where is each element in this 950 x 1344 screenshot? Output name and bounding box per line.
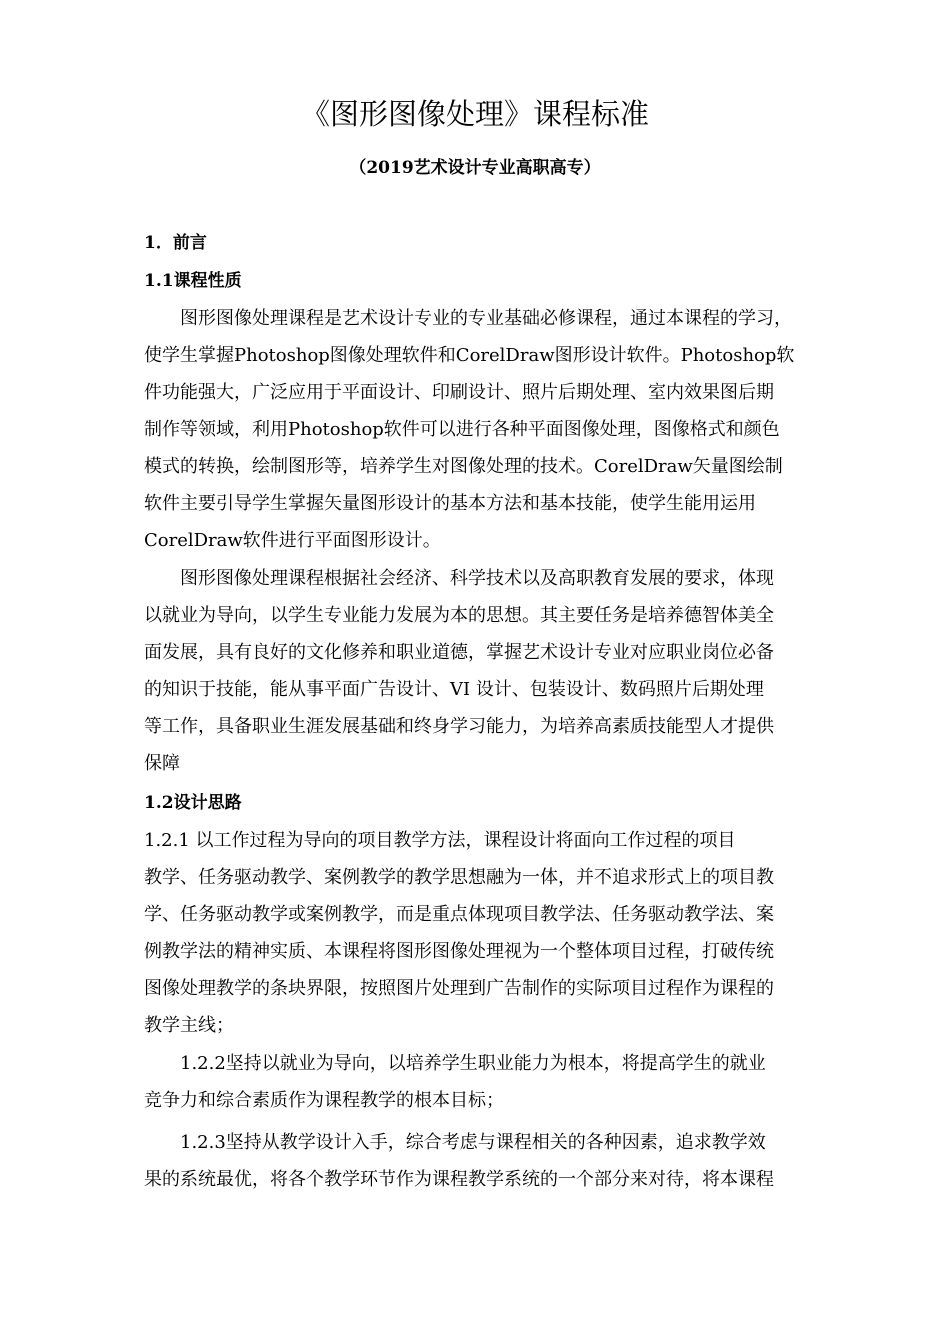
document-title: 《图形图像处理》课程标准 bbox=[300, 97, 649, 131]
text-line: 1.2.3坚持从教学设计入手，综合考虑与课程相关的各种因素，追求教学效 bbox=[144, 1132, 766, 1153]
text-line: 使学生掌握Photoshop图像处理软件和CorelDraw图形设计软件。Photoshop软 bbox=[144, 345, 795, 366]
text-line: 软件主要引导学生掌握矢量图形设计的基本方法和基本技能，使学生能用运用 bbox=[144, 493, 756, 514]
text-line: 教学、任务驱动教学、案例教学的教学思想融为一体，并不追求形式上的项目教 bbox=[144, 867, 774, 888]
paragraph-design-1-2-3 bbox=[144, 1124, 812, 1198]
text-line: 模式的转换，绘制图形等，培养学生对图像处理的技术。CorelDraw矢量图绘制 bbox=[144, 456, 783, 477]
text-line: 制作等领域，利用Photoshop软件可以进行各种平面图像处理，图像格式和颜色 bbox=[144, 419, 780, 440]
text-line: 竞争力和综合素质作为课程教学的根本目标； bbox=[144, 1090, 504, 1111]
paragraph-design-1-2-1 bbox=[144, 822, 812, 1044]
text-line: 件功能强大，广泛应用于平面设计、印刷设计、照片后期处理、室内效果图后期 bbox=[144, 382, 774, 403]
text-line: 图形图像处理课程是艺术设计专业的专业基础必修课程，通过本课程的学习， bbox=[144, 308, 792, 329]
text-line: 面发展，具有良好的文化修养和职业道德，掌握艺术设计专业对应职业岗位必备 bbox=[144, 642, 774, 663]
text-line: 图形图像处理课程根据社会经济、科学技术以及高职教育发展的要求，体现 bbox=[144, 568, 774, 589]
text-line: 图像处理教学的条块界限，按照图片处理到广告制作的实际项目过程作为课程的 bbox=[144, 978, 774, 999]
section-heading-preface: 1．前言 bbox=[144, 233, 207, 253]
text-line: 1.2.1 以工作过程为导向的项目教学方法，课程设计将面向工作过程的项目 bbox=[144, 830, 736, 851]
section-heading-course-nature: 1.1课程性质 bbox=[144, 271, 242, 291]
paragraph-course-nature-1 bbox=[144, 300, 812, 559]
text-line: CorelDraw软件进行平面图形设计。 bbox=[144, 530, 441, 551]
document-subtitle: （2019艺术设计专业高职高专） bbox=[349, 158, 601, 178]
text-line: 学、任务驱动教学或案例教学，而是重点体现项目教学法、任务驱动教学法、案 bbox=[144, 904, 774, 925]
text-line: 保障 bbox=[144, 753, 180, 774]
paragraph-design-1-2-2 bbox=[144, 1045, 812, 1119]
text-line: 以就业为导向，以学生专业能力发展为本的思想。其主要任务是培养德智体美全 bbox=[144, 605, 774, 626]
text-line: 等工作，具备职业生涯发展基础和终身学习能力，为培养高素质技能型人才提供 bbox=[144, 716, 774, 737]
section-heading-design-ideas: 1.2设计思路 bbox=[144, 793, 242, 813]
text-line: 果的系统最优，将各个教学环节作为课程教学系统的一个部分来对待，将本课程 bbox=[144, 1169, 774, 1190]
text-line: 例教学法的精神实质、本课程将图形图像处理视为一个整体项目过程，打破传统 bbox=[144, 941, 774, 962]
text-line: 教学主线； bbox=[144, 1015, 234, 1036]
text-line: 1.2.2坚持以就业为导向，以培养学生职业能力为根本，将提高学生的就业 bbox=[144, 1053, 766, 1074]
paragraph-course-nature-2 bbox=[144, 560, 812, 782]
text-line: 的知识于技能，能从事平面广告设计、VI 设计、包装设计、数码照片后期处理 bbox=[144, 679, 764, 700]
